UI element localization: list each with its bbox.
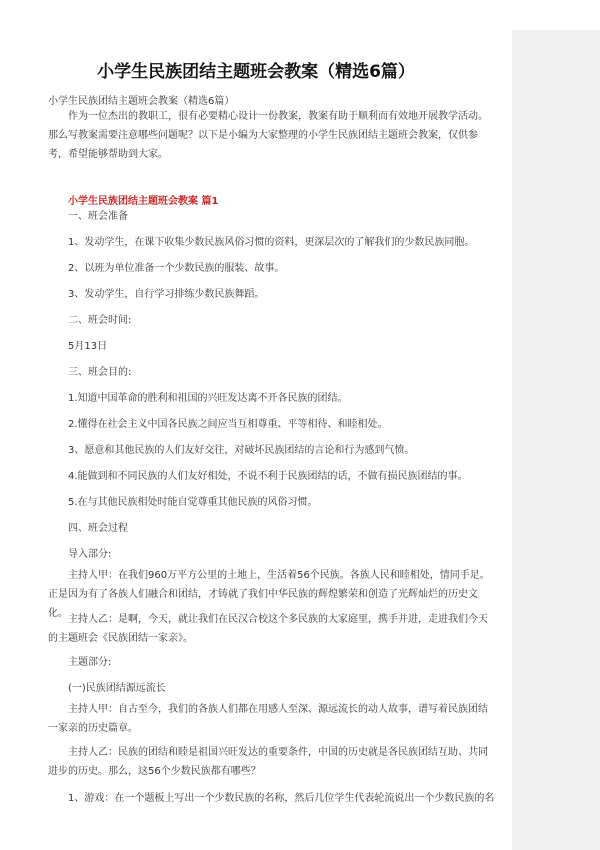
line-class-process: 四、班会过程 [68, 523, 128, 534]
host-a-paragraph-2: 主持人甲：自古至今，我们的各族人们都在用感人至深、源远流长的动人故事，谱写着民族团结一家亲的历史篇章。 [48, 704, 488, 734]
host-a-paragraph-1: 主持人甲：在我们960万平方公里的土地上，生活着56个民族。各族人民和睦相处，情同手足。正是因为有了各族人们融合和团结，才铸就了我们中华民族的辉煌繁荣和创造了光辉灿烂的历史文化。 [48, 570, 490, 619]
line-prep-2: 2、以班为单位准备一个少数民族的服装、故事。 [68, 263, 285, 274]
line-goal-1: 1.知道中国革命的胜利和祖国的兴旺发达离不开各民族的团结。 [68, 393, 348, 404]
line-main-part: 主题部分: [68, 657, 112, 668]
line-goal-5: 5.在与其他民族相处时能自觉尊重其他民族的风俗习惯。 [68, 497, 318, 508]
line-prep-3: 3、发动学生，自行学习排练少数民族舞蹈。 [68, 289, 265, 300]
line-class-prep: 一、班会准备 [68, 211, 128, 222]
right-margin-panel [512, 30, 600, 850]
line-intro-part: 导入部分: [68, 549, 112, 560]
section-heading: 小学生民族团结主题班会教案 篇1 [68, 196, 219, 207]
line-goal-2: 2.懂得在社会主义中国各民族之间应当互相尊重、平等相待、和睦相处。 [68, 419, 388, 430]
line-goal-3: 3、愿意和其他民族的人们友好交往，对破坏民族团结的言论和行为感到气愤。 [68, 445, 415, 456]
document-title: 小学生民族团结主题班会教案（精选6篇） [97, 62, 415, 82]
line-goal-4: 4.能做到和不同民族的人们友好相处，不说不利于民族团结的话，不做有损民族团结的事。 [68, 471, 468, 482]
host-b-paragraph-1: 主持人乙：是啊，今天，就让我们在民汉合校这个多民族的大家庭里，携手并进，走进我们今天的主题班会《民族团结一家亲》。 [48, 614, 488, 644]
document-subtitle: 小学生民族团结主题班会教案（精选6篇） [48, 96, 235, 107]
line-sub-section: (一)民族团结源远流长 [68, 683, 166, 694]
line-class-time: 二、班会时间: [68, 315, 132, 326]
line-class-goal: 三、班会目的: [68, 367, 132, 378]
line-game: 1、游戏：在一个题板上写出一个少数民族的名称，然后几位学生代表轮流说出一个少数民族的名 [68, 793, 495, 804]
line-prep-1: 1、发动学生，在课下收集少数民族风俗习惯的资料，更深层次的了解我们的少数民族同胞。 [68, 237, 475, 248]
line-date: 5月13日 [68, 341, 108, 352]
intro-paragraph: 作为一位杰出的教职工，很有必要精心设计一份教案，教案有助于顺利而有效地开展教学活动。那么写教案需要注意哪些问题呢？以下是小编为大家整理的小学生民族团结主题班会教案，仅供参考，希望能够帮助到大家。 [48, 111, 488, 160]
host-b-paragraph-2: 主持人乙：民族的团结和睦是祖国兴旺发达的重要条件，中国的历史就是各民族团结互助、共同进步的历史。那么，这56个少数民族都有哪些？ [48, 747, 488, 777]
